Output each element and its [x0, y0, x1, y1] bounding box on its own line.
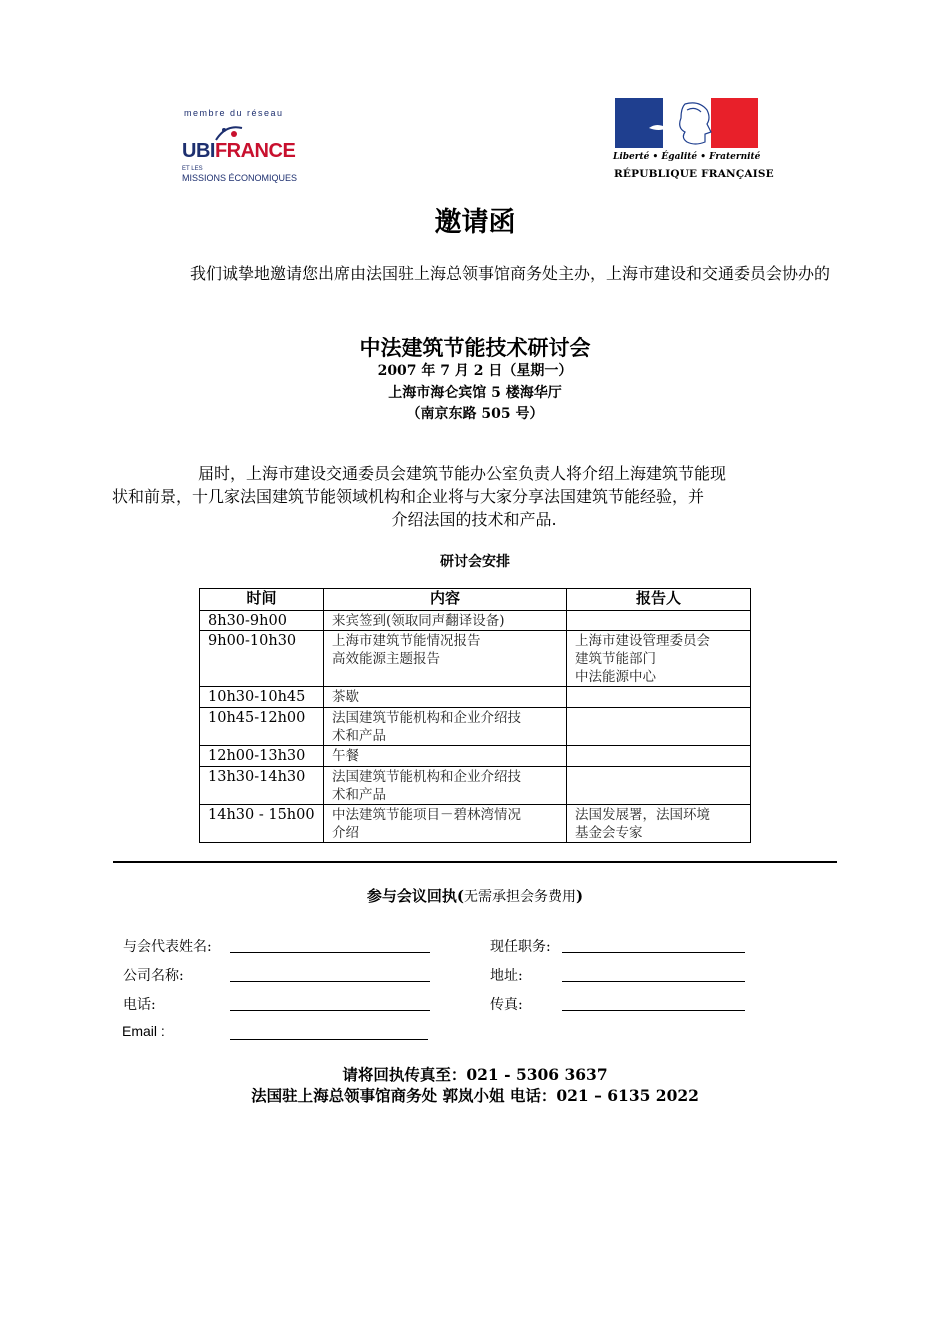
representative-field[interactable]: [230, 952, 430, 953]
ubifrance-missions-text: ET LES MISSIONS ÉCONOMIQUES: [182, 166, 298, 183]
page-title: 邀请函: [434, 207, 516, 238]
schedule-header-row: [200, 589, 751, 611]
schedule-title: 研讨会安排: [440, 554, 510, 570]
address-field[interactable]: [562, 981, 745, 982]
schedule-row: [200, 746, 751, 767]
schedule-speaker-cell: [567, 746, 751, 767]
schedule-speaker-cell: 法国发展署，法国环境 基金会专家: [567, 805, 751, 843]
description-line-3: 介绍法国的技术和产品.: [391, 510, 557, 529]
schedule-row: [200, 805, 751, 843]
schedule-table: [199, 588, 751, 843]
event-date: 2007 年 7 月 2 日（星期一）: [377, 363, 573, 379]
company-label: 公司名称:: [123, 968, 184, 984]
schedule-row: [200, 767, 751, 805]
ubifrance-logo: [182, 108, 322, 186]
schedule-speaker-cell: [567, 611, 751, 631]
fax-instruction: 请将回执传真至：021 - 5306 3637: [342, 1065, 608, 1084]
schedule-time-cell: 8h30-9h00: [200, 611, 324, 631]
schedule-content-cell: 法国建筑节能机构和企业介绍技 术和产品: [324, 767, 567, 805]
event-venue: 上海市海仑宾馆 5 楼海华厅: [388, 385, 562, 401]
event-name: 中法建筑节能技术研讨会: [359, 336, 591, 360]
schedule-content-cell: 中法建筑节能项目－碧林湾情况 介绍: [324, 805, 567, 843]
representative-label: 与会代表姓名:: [123, 939, 212, 955]
schedule-row: [200, 631, 751, 687]
description-paragraph: [112, 462, 836, 531]
ubifrance-brand: UBIFRANCE: [182, 140, 296, 162]
reply-title: 参与会议回执(无需承担会务费用): [366, 887, 584, 905]
marianne-flag-icon: [615, 98, 758, 148]
header-time: 时间: [200, 589, 324, 611]
phone-field[interactable]: [230, 1010, 430, 1011]
schedule-row: [200, 687, 751, 708]
email-label: Email :: [122, 1023, 165, 1039]
schedule-content-cell: 来宾签到(领取同声翻译设备): [324, 611, 567, 631]
phone-label: 电话:: [123, 997, 156, 1013]
schedule-speaker-cell: [567, 708, 751, 746]
fax-field[interactable]: [562, 1010, 745, 1011]
position-label: 现任职务:: [490, 939, 551, 955]
republique-francaise-logo: [613, 98, 774, 188]
schedule-content-cell: 上海市建筑节能情况报告 高效能源主题报告: [324, 631, 567, 687]
header-content: 内容: [324, 589, 567, 611]
company-field[interactable]: [230, 981, 430, 982]
schedule-time-cell: 10h30-10h45: [200, 687, 324, 708]
schedule-time-cell: 14h30 - 15h00: [200, 805, 324, 843]
intro-paragraph: 我们诚挚地邀请您出席由法国驻上海总领事馆商务处主办，上海市建设和交通委员会协办的: [190, 264, 831, 283]
address-label: 地址:: [490, 968, 523, 984]
position-field[interactable]: [562, 952, 745, 953]
fax-label: 传真:: [490, 997, 523, 1013]
republique-motto: Liberté • Égalité • Fraternité: [613, 152, 761, 162]
section-divider: [113, 861, 837, 863]
schedule-time-cell: 10h45-12h00: [200, 708, 324, 746]
schedule-time-cell: 12h00-13h30: [200, 746, 324, 767]
schedule-content-cell: 午餐: [324, 746, 567, 767]
schedule-speaker-cell: 上海市建设管理委员会 建筑节能部门 中法能源中心: [567, 631, 751, 687]
description-line-2: 状和前景，十几家法国建筑节能领域机构和企业将与大家分享法国建筑节能经验，并: [112, 487, 705, 506]
header-speaker: 报告人: [567, 589, 751, 611]
schedule-content-cell: 茶歇: [324, 687, 567, 708]
event-address: （南京东路 505 号）: [406, 406, 544, 422]
schedule-speaker-cell: [567, 767, 751, 805]
schedule-speaker-cell: [567, 687, 751, 708]
email-field[interactable]: [230, 1039, 428, 1040]
schedule-time-cell: 9h00-10h30: [200, 631, 324, 687]
description-line-1: 届时，上海市建设交通委员会建筑节能办公室负责人将介绍上海建筑节能现: [198, 464, 727, 483]
schedule-time-cell: 13h30-14h30: [200, 767, 324, 805]
republique-name: RÉPUBLIQUE FRANÇAISE: [614, 168, 774, 180]
schedule-content-cell: 法国建筑节能机构和企业介绍技 术和产品: [324, 708, 567, 746]
schedule-row: [200, 708, 751, 746]
ubifrance-network-text: membre du réseau: [184, 108, 284, 118]
schedule-row: [200, 611, 751, 631]
contact-line: 法国驻上海总领事馆商务处 郭岚小姐 电话：021 – 6135 2022: [251, 1086, 699, 1105]
